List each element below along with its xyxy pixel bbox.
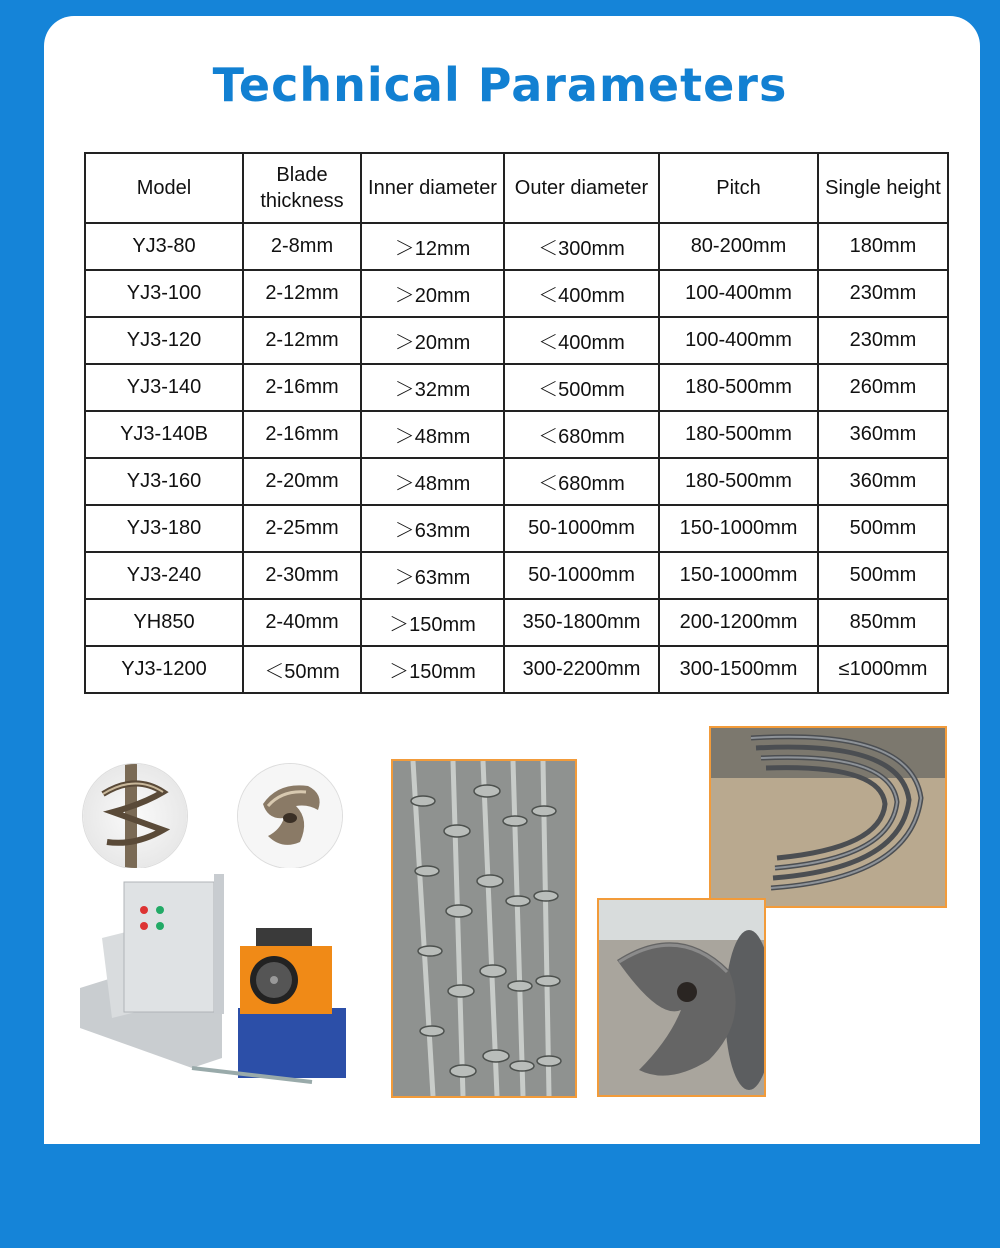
table-header-cell: Single height bbox=[818, 153, 948, 223]
table-cell: 500mm bbox=[818, 505, 948, 552]
table-row bbox=[85, 223, 948, 270]
table-cell: 100-400mm bbox=[659, 317, 818, 364]
table-cell: YJ3-160 bbox=[85, 458, 243, 505]
table-cell: 850mm bbox=[818, 599, 948, 646]
parameters-table bbox=[84, 152, 949, 694]
table-cell: YJ3-180 bbox=[85, 505, 243, 552]
table-cell: 180-500mm bbox=[659, 411, 818, 458]
table-cell: 50-1000mm bbox=[504, 505, 659, 552]
table-cell: ＜400mm bbox=[504, 317, 659, 364]
table-cell: 2-16mm bbox=[243, 411, 361, 458]
table-row bbox=[85, 411, 948, 458]
table-cell: ＞63mm bbox=[361, 552, 504, 599]
table-cell: 2-25mm bbox=[243, 505, 361, 552]
table-cell: 2-16mm bbox=[243, 364, 361, 411]
table-cell: YJ3-1200 bbox=[85, 646, 243, 693]
table-cell: 300-2200mm bbox=[504, 646, 659, 693]
spiral-blade-closeup-photo bbox=[238, 764, 342, 868]
table-cell: YJ3-140 bbox=[85, 364, 243, 411]
table-row bbox=[85, 270, 948, 317]
table-header-cell: Blade thickness bbox=[243, 153, 361, 223]
table-header-cell: Model bbox=[85, 153, 243, 223]
table-cell: 200-1200mm bbox=[659, 599, 818, 646]
spiral-blade-forming-machine-photo bbox=[72, 868, 354, 1090]
large-spiral-blade-photo bbox=[597, 898, 766, 1097]
table-cell: 360mm bbox=[818, 458, 948, 505]
table-cell: 100-400mm bbox=[659, 270, 818, 317]
page-title: Technical Parameters bbox=[212, 58, 788, 112]
table-cell: ＜680mm bbox=[504, 458, 659, 505]
table-row bbox=[85, 646, 948, 693]
table-header-cell: Pitch bbox=[659, 153, 818, 223]
table-cell: ＞20mm bbox=[361, 270, 504, 317]
table-cell: ＞48mm bbox=[361, 458, 504, 505]
table-cell: 150-1000mm bbox=[659, 505, 818, 552]
table-cell: ＜400mm bbox=[504, 270, 659, 317]
table-cell: ≤1000mm bbox=[818, 646, 948, 693]
table-cell: ＞150mm bbox=[361, 599, 504, 646]
table-cell: YJ3-120 bbox=[85, 317, 243, 364]
table-cell: ＞150mm bbox=[361, 646, 504, 693]
table-cell: 150-1000mm bbox=[659, 552, 818, 599]
stacked-spiral-flights-photo bbox=[709, 726, 947, 908]
table-cell: ＜500mm bbox=[504, 364, 659, 411]
screw-conveyor-shafts-photo bbox=[391, 759, 577, 1098]
table-header-row bbox=[85, 153, 948, 223]
table-cell: ＞12mm bbox=[361, 223, 504, 270]
table-cell: 180-500mm bbox=[659, 458, 818, 505]
table-cell: 500mm bbox=[818, 552, 948, 599]
table-cell: 230mm bbox=[818, 270, 948, 317]
table-cell: ＜300mm bbox=[504, 223, 659, 270]
table-row bbox=[85, 599, 948, 646]
table-cell: ＜50mm bbox=[243, 646, 361, 693]
screw-shaft-closeup-photo bbox=[83, 764, 187, 868]
table-row bbox=[85, 552, 948, 599]
table-cell: 350-1800mm bbox=[504, 599, 659, 646]
table-cell: 2-30mm bbox=[243, 552, 361, 599]
table-row bbox=[85, 364, 948, 411]
table-cell: ＞48mm bbox=[361, 411, 504, 458]
table-cell: 300-1500mm bbox=[659, 646, 818, 693]
table-cell: ＞63mm bbox=[361, 505, 504, 552]
table-cell: 2-12mm bbox=[243, 317, 361, 364]
table-cell: 180-500mm bbox=[659, 364, 818, 411]
table-cell: 230mm bbox=[818, 317, 948, 364]
table-row bbox=[85, 317, 948, 364]
table-cell: YJ3-140B bbox=[85, 411, 243, 458]
table-cell: 2-8mm bbox=[243, 223, 361, 270]
table-row bbox=[85, 458, 948, 505]
table-cell: 260mm bbox=[818, 364, 948, 411]
table-cell: ＜680mm bbox=[504, 411, 659, 458]
table-cell: 2-12mm bbox=[243, 270, 361, 317]
table-cell: YH850 bbox=[85, 599, 243, 646]
table-header-cell: Outer diameter bbox=[504, 153, 659, 223]
table-cell: YJ3-100 bbox=[85, 270, 243, 317]
table-cell: 2-40mm bbox=[243, 599, 361, 646]
table-cell: ＞32mm bbox=[361, 364, 504, 411]
table-cell: YJ3-240 bbox=[85, 552, 243, 599]
table-row bbox=[85, 505, 948, 552]
table-cell: 180mm bbox=[818, 223, 948, 270]
table-cell: 50-1000mm bbox=[504, 552, 659, 599]
table-cell: 2-20mm bbox=[243, 458, 361, 505]
table-cell: 80-200mm bbox=[659, 223, 818, 270]
table-body bbox=[85, 223, 948, 693]
table-cell: ＞20mm bbox=[361, 317, 504, 364]
table-cell: 360mm bbox=[818, 411, 948, 458]
table-cell: YJ3-80 bbox=[85, 223, 243, 270]
table-header-cell: Inner diameter bbox=[361, 153, 504, 223]
